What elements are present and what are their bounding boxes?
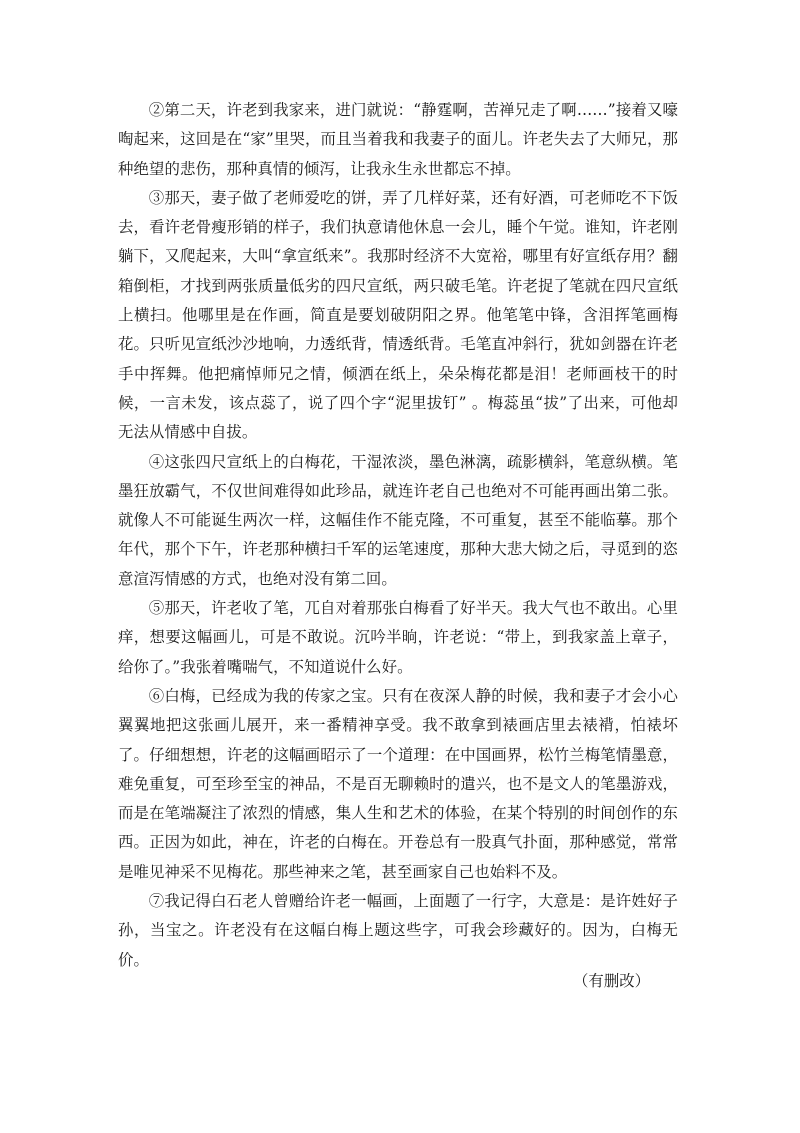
article-body [118,96,678,975]
paragraph-6: ⑥白梅，已经成为我的传家之宝。只有在夜深人静的时候，我和妻子才会小心翼翼地把这张画儿展开，来一番精神享受。我不敢拿到裱画店里去裱褙，怕裱坏了。仔细想想，许老的这幅画昭示了一个道理：在中国画界，松竹兰梅笔情墨意，难免重复，可至珍至宝的神品，不是百无聊赖时的遣兴，也不是文人的笔墨游戏，而是在笔端凝注了浓烈的情感，集人生和艺术的体验，在某个特别的时间创作的东西。正因为如此，神在，许老的白梅在。开卷总有一股真气扑面，那种感觉，常常是唯见神采不见梅花。那些神来之笔，甚至画家自己也始料不及。 [118,686,678,881]
paragraph-7: ⑦我记得白石老人曾赠给许老一幅画，上面题了一行字，大意是：是许姓好子孙，当宝之。许老没有在这幅白梅上题这些字，可我会珍藏好的。因为，白梅无价。 [118,892,678,969]
paragraph-3: ③那天，妻子做了老师爱吃的饼，弄了几样好菜，还有好酒，可老师吃不下饭去，看许老骨瘦形销的样子，我们执意请他休息一会儿，睡个午觉。谁知，许老刚躺下，又爬起来，大叫“拿宣纸来”。我那时经济不大宽裕，哪里有好宣纸存用？翻箱倒柜，才找到两张质量低劣的四尺宣纸，两只破毛笔。许老捉了笔就在四尺宣纸上横扫。他哪里是在作画，简直是要划破阴阳之界。他笔笔中锋，含泪挥笔画梅花。只听见宣纸沙沙地响，力透纸背，情透纸背。毛笔直冲斜行，犹如剑器在许老手中挥舞。他把痛悼师兄之情，倾洒在纸上，朵朵梅花都是泪！老师画枝干的时候，一言未发，该点蕊了，说了四个字“泥里拔钉” 。梅蕊虽“拔”了出来，可他却无法从情感中自拔。 [118,188,678,442]
paragraph-2: ②第二天，许老到我家来，进门就说：“静霆啊，苦禅兄走了啊……”接着又嚎啕起来，这回是在“家”里哭，而且当着我和我妻子的面儿。许老失去了大师兄，那种绝望的悲伤，那种真情的倾泻，让我永生永世都忘不掉。 [118,101,678,178]
paragraph-4: ④这张四尺宣纸上的白梅花，干湿浓淡，墨色淋漓，疏影横斜，笔意纵横。笔墨狂放霸气，不仅世间难得如此珍品，就连许老自己也绝对不可能再画出第二张。就像人不可能诞生两次一样，这幅佳作不能克隆，不可重复，甚至不能临摹。那个年代，那个下午，许老那种横扫千军的运笔速度，那种大悲大恸之后，寻觅到的恣意渲泻情感的方式，也绝对没有第二回。 [118,452,678,588]
source-note: （有删改） [573,972,650,990]
paragraph-5: ⑤那天，许老收了笔，兀自对着那张白梅看了好半天。我大气也不敢出。心里痒，想要这幅画儿，可是不敢说。沉吟半晌，许老说：“带上，到我家盖上章子，给你了。”我张着嘴喘气，不知道说什么好。 [118,599,678,676]
